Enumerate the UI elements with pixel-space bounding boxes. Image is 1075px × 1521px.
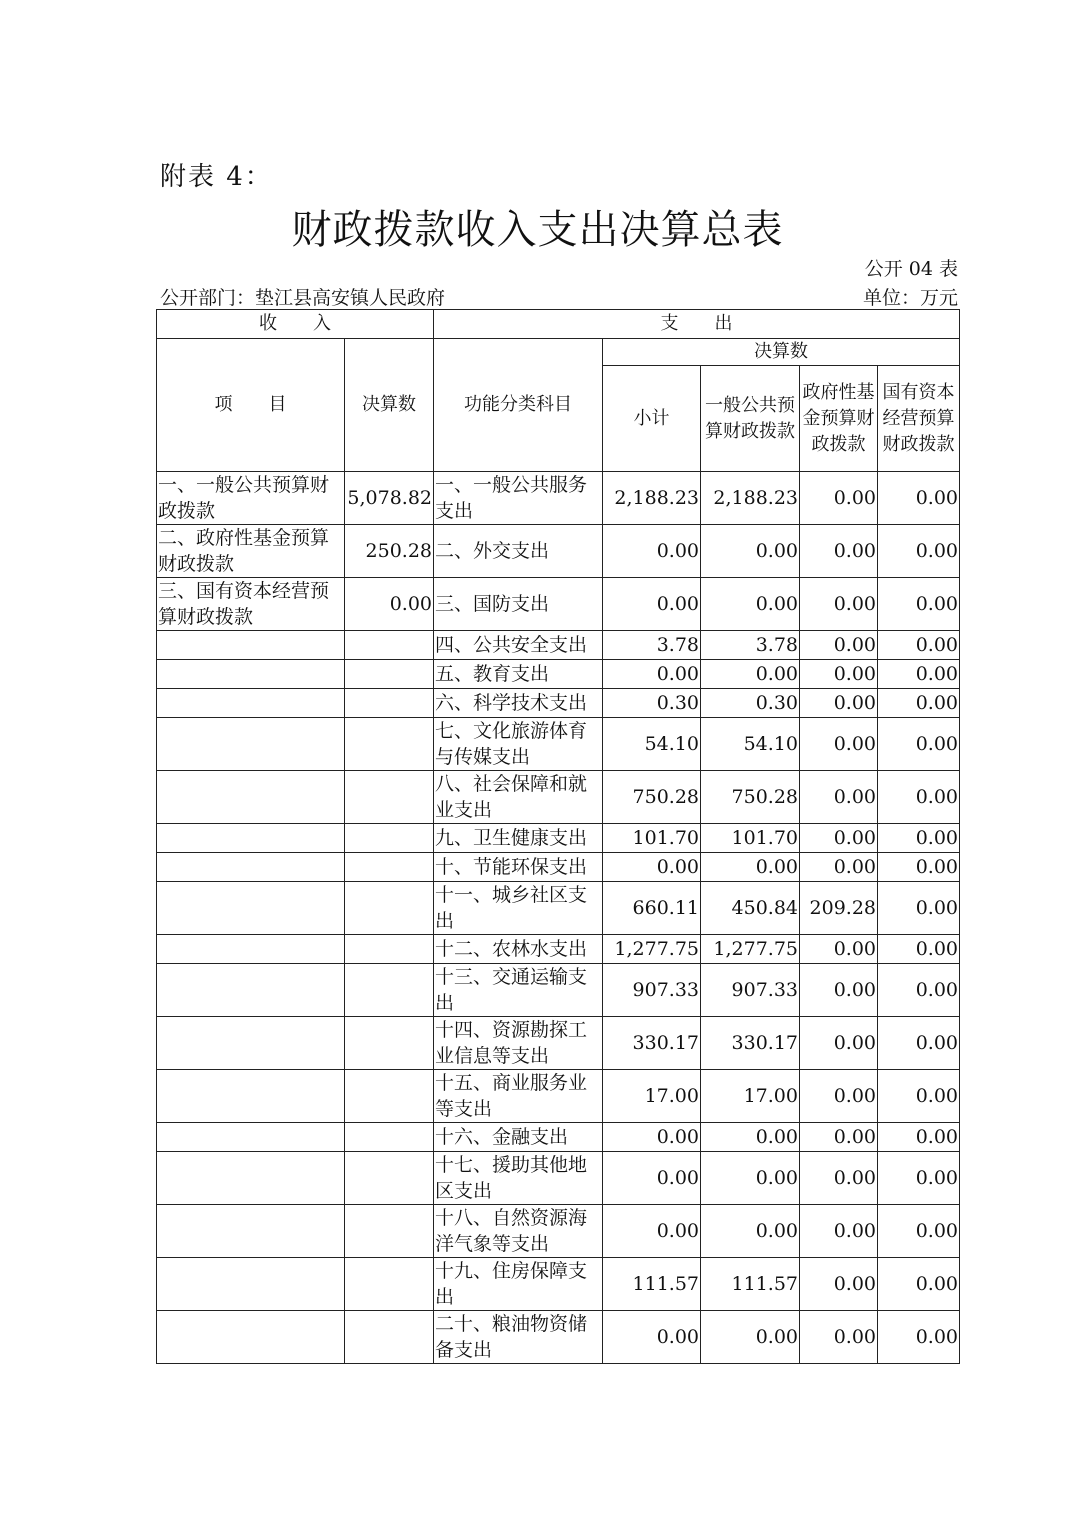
function-cell: 五、教育支出 [434, 660, 603, 689]
function-cell: 十一、城乡社区支出 [434, 882, 603, 935]
state-capital-cell: 0.00 [878, 771, 960, 824]
income-amount-cell [345, 882, 434, 935]
subtotal-cell: 0.00 [603, 660, 701, 689]
income-item-cell [157, 853, 345, 882]
state-capital-cell: 0.00 [878, 689, 960, 718]
general-budget-cell: 0.00 [701, 1311, 800, 1364]
income-item-cell [157, 1311, 345, 1364]
gov-fund-cell: 0.00 [800, 824, 878, 853]
table-row [157, 660, 960, 689]
expense-header: 支 出 [434, 310, 960, 339]
table-row [157, 853, 960, 882]
subtotal-cell: 0.00 [603, 1152, 701, 1205]
general-budget-cell: 111.57 [701, 1258, 800, 1311]
gov-fund-cell: 209.28 [800, 882, 878, 935]
state-capital-cell: 0.00 [878, 718, 960, 771]
general-budget-cell: 0.00 [701, 660, 800, 689]
col-gov-fund-header: 政府性基金预算财政拨款 [800, 366, 878, 472]
state-capital-cell: 0.00 [878, 882, 960, 935]
general-budget-cell: 0.00 [701, 578, 800, 631]
table-row [157, 1205, 960, 1258]
state-capital-cell: 0.00 [878, 1123, 960, 1152]
function-cell: 八、社会保障和就业支出 [434, 771, 603, 824]
state-capital-cell: 0.00 [878, 578, 960, 631]
income-amount-cell [345, 1311, 434, 1364]
table-row [157, 964, 960, 1017]
col-item-header: 项 目 [157, 339, 345, 472]
gov-fund-cell: 0.00 [800, 1205, 878, 1258]
state-capital-cell: 0.00 [878, 472, 960, 525]
subtotal-cell: 0.00 [603, 1123, 701, 1152]
gov-fund-cell: 0.00 [800, 1070, 878, 1123]
gov-fund-cell: 0.00 [800, 853, 878, 882]
state-capital-cell: 0.00 [878, 1070, 960, 1123]
income-amount-cell [345, 1205, 434, 1258]
general-budget-cell: 54.10 [701, 718, 800, 771]
col-final-header: 决算数 [603, 339, 960, 366]
function-cell: 四、公共安全支出 [434, 631, 603, 660]
table-row [157, 771, 960, 824]
income-item-cell [157, 1205, 345, 1258]
income-amount-cell [345, 1017, 434, 1070]
subtotal-cell: 907.33 [603, 964, 701, 1017]
general-budget-cell: 0.00 [701, 1152, 800, 1205]
function-cell: 三、国防支出 [434, 578, 603, 631]
page-title: 财政拨款收入支出决算总表 [291, 207, 784, 253]
income-item-cell: 三、国有资本经营预算财政拨款 [157, 578, 345, 631]
general-budget-cell: 0.30 [701, 689, 800, 718]
function-cell: 一、一般公共服务支出 [434, 472, 603, 525]
state-capital-cell: 0.00 [878, 964, 960, 1017]
function-cell: 二十、粮油物资储备支出 [434, 1311, 603, 1364]
general-budget-cell: 3.78 [701, 631, 800, 660]
department-label: 公开部门：垫江县高安镇人民政府 [160, 287, 446, 309]
state-capital-cell: 0.00 [878, 824, 960, 853]
gov-fund-cell: 0.00 [800, 935, 878, 964]
gov-fund-cell: 0.00 [800, 660, 878, 689]
gov-fund-cell: 0.00 [800, 1311, 878, 1364]
general-budget-cell: 101.70 [701, 824, 800, 853]
subtotal-cell: 0.00 [603, 525, 701, 578]
income-amount-cell: 5,078.82 [345, 472, 434, 525]
col-subtotal-header: 小计 [603, 366, 701, 472]
state-capital-cell: 0.00 [878, 853, 960, 882]
table-row [157, 1017, 960, 1070]
col-state-capital-header: 国有资本经营预算财政拨款 [878, 366, 960, 472]
state-capital-cell: 0.00 [878, 1205, 960, 1258]
income-item-cell [157, 964, 345, 1017]
income-item-cell [157, 771, 345, 824]
income-amount-cell [345, 824, 434, 853]
income-item-cell [157, 882, 345, 935]
subtotal-cell: 330.17 [603, 1017, 701, 1070]
state-capital-cell: 0.00 [878, 525, 960, 578]
gov-fund-cell: 0.00 [800, 1258, 878, 1311]
general-budget-cell: 1,277.75 [701, 935, 800, 964]
subtotal-cell: 2,188.23 [603, 472, 701, 525]
income-item-cell [157, 1070, 345, 1123]
function-cell: 六、科学技术支出 [434, 689, 603, 718]
income-amount-cell: 250.28 [345, 525, 434, 578]
gov-fund-cell: 0.00 [800, 1123, 878, 1152]
table-row [157, 689, 960, 718]
income-amount-cell [345, 718, 434, 771]
gov-fund-cell: 0.00 [800, 525, 878, 578]
state-capital-cell: 0.00 [878, 1311, 960, 1364]
table-row [157, 718, 960, 771]
subtotal-cell: 0.00 [603, 853, 701, 882]
function-cell: 十、节能环保支出 [434, 853, 603, 882]
income-amount-cell [345, 1123, 434, 1152]
subtotal-cell: 101.70 [603, 824, 701, 853]
subtotal-cell: 0.00 [603, 1311, 701, 1364]
function-cell: 十九、住房保障支出 [434, 1258, 603, 1311]
gov-fund-cell: 0.00 [800, 1152, 878, 1205]
col-amount-header: 决算数 [345, 339, 434, 472]
general-budget-cell: 17.00 [701, 1070, 800, 1123]
income-item-cell: 二、政府性基金预算财政拨款 [157, 525, 345, 578]
income-item-cell [157, 689, 345, 718]
attachment-label: 附表 4： [160, 162, 273, 192]
function-cell: 七、文化旅游体育与传媒支出 [434, 718, 603, 771]
col-function-header: 功能分类科目 [434, 339, 603, 472]
income-amount-cell [345, 1070, 434, 1123]
income-item-cell [157, 660, 345, 689]
income-item-cell [157, 824, 345, 853]
budget-table [156, 309, 960, 1364]
state-capital-cell: 0.00 [878, 935, 960, 964]
subtotal-cell: 0.00 [603, 578, 701, 631]
general-budget-cell: 330.17 [701, 1017, 800, 1070]
general-budget-cell: 907.33 [701, 964, 800, 1017]
table-row [157, 1070, 960, 1123]
income-amount-cell [345, 689, 434, 718]
table-row [157, 1258, 960, 1311]
state-capital-cell: 0.00 [878, 1017, 960, 1070]
gov-fund-cell: 0.00 [800, 718, 878, 771]
state-capital-cell: 0.00 [878, 1152, 960, 1205]
income-item-cell [157, 1152, 345, 1205]
table-code: 公开 04 表 [864, 258, 958, 280]
income-amount-cell [345, 935, 434, 964]
gov-fund-cell: 0.00 [800, 1017, 878, 1070]
subtotal-cell: 660.11 [603, 882, 701, 935]
state-capital-cell: 0.00 [878, 631, 960, 660]
function-cell: 十二、农林水支出 [434, 935, 603, 964]
table-row [157, 882, 960, 935]
col-general-header: 一般公共预算财政拨款 [701, 366, 800, 472]
gov-fund-cell: 0.00 [800, 631, 878, 660]
subtotal-cell: 111.57 [603, 1258, 701, 1311]
income-item-cell [157, 1017, 345, 1070]
gov-fund-cell: 0.00 [800, 578, 878, 631]
subtotal-cell: 0.30 [603, 689, 701, 718]
income-amount-cell [345, 1152, 434, 1205]
income-amount-cell [345, 964, 434, 1017]
income-amount-cell [345, 660, 434, 689]
income-header: 收 入 [157, 310, 434, 339]
income-amount-cell [345, 853, 434, 882]
table-row [157, 472, 960, 525]
income-item-cell [157, 1123, 345, 1152]
gov-fund-cell: 0.00 [800, 689, 878, 718]
table-row [157, 525, 960, 578]
income-item-cell [157, 935, 345, 964]
general-budget-cell: 0.00 [701, 853, 800, 882]
subtotal-cell: 0.00 [603, 1205, 701, 1258]
function-cell: 十五、商业服务业等支出 [434, 1070, 603, 1123]
income-item-cell [157, 1258, 345, 1311]
table-row [157, 935, 960, 964]
general-budget-cell: 0.00 [701, 1123, 800, 1152]
table-row [157, 1123, 960, 1152]
function-cell: 二、外交支出 [434, 525, 603, 578]
general-budget-cell: 450.84 [701, 882, 800, 935]
gov-fund-cell: 0.00 [800, 472, 878, 525]
income-item-cell [157, 718, 345, 771]
table-row [157, 631, 960, 660]
function-cell: 十六、金融支出 [434, 1123, 603, 1152]
general-budget-cell: 0.00 [701, 1205, 800, 1258]
function-cell: 十八、自然资源海洋气象等支出 [434, 1205, 603, 1258]
function-cell: 九、卫生健康支出 [434, 824, 603, 853]
table-row [157, 1152, 960, 1205]
income-item-cell [157, 631, 345, 660]
function-cell: 十四、资源勘探工业信息等支出 [434, 1017, 603, 1070]
general-budget-cell: 2,188.23 [701, 472, 800, 525]
gov-fund-cell: 0.00 [800, 964, 878, 1017]
function-cell: 十七、援助其他地区支出 [434, 1152, 603, 1205]
table-row [157, 824, 960, 853]
subtotal-cell: 1,277.75 [603, 935, 701, 964]
income-amount-cell [345, 1258, 434, 1311]
income-amount-cell [345, 631, 434, 660]
table-row [157, 578, 960, 631]
table-row [157, 1311, 960, 1364]
subtotal-cell: 54.10 [603, 718, 701, 771]
income-amount-cell [345, 771, 434, 824]
unit-label: 单位：万元 [862, 287, 958, 309]
gov-fund-cell: 0.00 [800, 771, 878, 824]
subtotal-cell: 750.28 [603, 771, 701, 824]
general-budget-cell: 0.00 [701, 525, 800, 578]
income-amount-cell: 0.00 [345, 578, 434, 631]
subtotal-cell: 3.78 [603, 631, 701, 660]
general-budget-cell: 750.28 [701, 771, 800, 824]
state-capital-cell: 0.00 [878, 660, 960, 689]
income-item-cell: 一、一般公共预算财政拨款 [157, 472, 345, 525]
subtotal-cell: 17.00 [603, 1070, 701, 1123]
state-capital-cell: 0.00 [878, 1258, 960, 1311]
function-cell: 十三、交通运输支出 [434, 964, 603, 1017]
